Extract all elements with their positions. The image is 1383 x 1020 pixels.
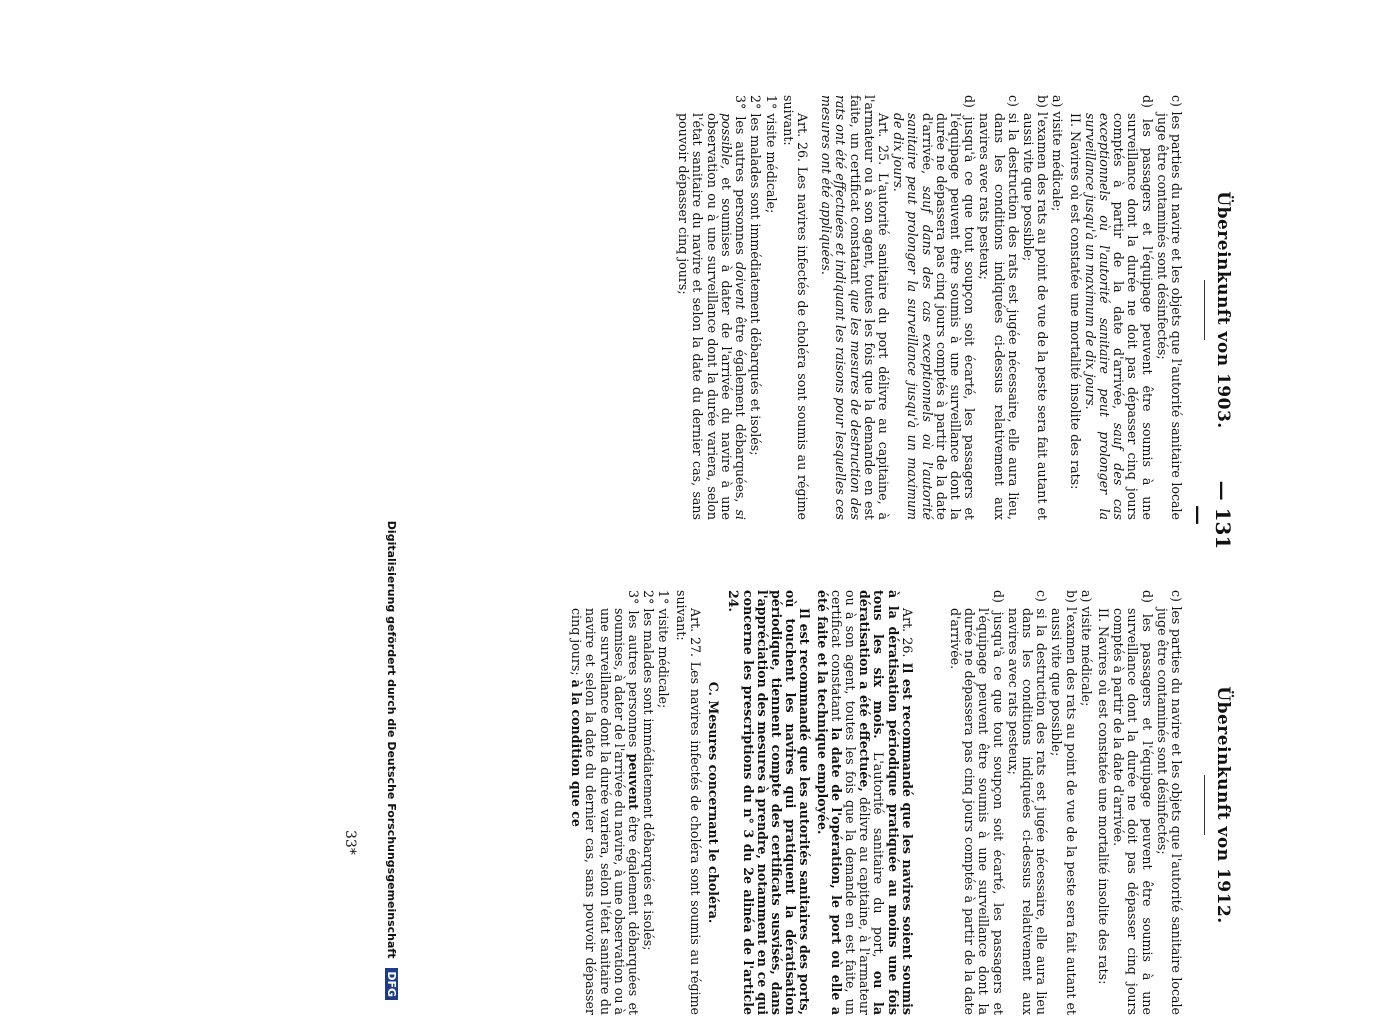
article-25-text: Art. 25. L'autorité sanitaire du port délivre au capitaine, à l'armateur ou à son agent, toutes les fois que la demande en est faite, un certificat constatant — [847, 95, 891, 520]
item-ii-d-text: d) jusqu'à ce que tout soupçon soit écarté, les passagers et l'équipage peuvent être soumis à une surveillance dont la durée ne dépassera pas cinq jours comptés à partir de la date d'arrivée, — [919, 95, 978, 520]
funding-text: Digitalisierung gefördert durch die Deutsche Forschungsgemeinschaft — [385, 520, 398, 959]
article-26-item-3-d: si possible, — [718, 113, 749, 520]
article-26-lead: Art. 26. — [899, 608, 915, 658]
article-25-italic: que les mesures de destruction des rats ont été effectuées et indiquant les raisons pour lesquelles ces mesures ont été appliquées. — [819, 95, 863, 520]
article-26-paragraph-2: Il est recommandé que les autorités sanitaires des ports, où touchent les navires qui pratiquent la dératisation périodique, tiennent compte des certificats susvisés, dans l'appréciation des mesures à prendre, notamment en ce qui concerne les prescriptions du n° 3 du 2e alinéa de l'article 24. — [726, 590, 813, 1015]
article-26-item-3-e: et soumises à dater de l'arrivée du navire à une observation ou à une surveillance dont la durée variera, selon l'état sanitaire du navire et selon la date du dernier cas, sans pouvoir dépasser cinq jours; — [676, 113, 734, 520]
article-25 — [819, 95, 890, 520]
item-d-text: d) les passagers et l'équipage peuvent être soumis à une surveillance dont la durée ne doit pas dépasser cinq jours comptés à partir de la date d'arrivée, — [1111, 95, 1155, 520]
article-26-text: L'autorité sanitaire du port, — [871, 751, 887, 958]
item-ii-b: b) l'examen des rats au point de vue de la peste sera fait autant et aussi vite que possible; — [1049, 590, 1079, 1015]
item-c: c) les parties du navire et les objets que l'autorité sanitaire locale juge être contaminés sont désinfectés; — [1154, 590, 1184, 1015]
article-27-item-3-b: peuvent — [626, 753, 642, 810]
article-26-item-3-b: doivent — [733, 261, 749, 310]
article-27-item-2: 2° les malades sont immédiatement débarqués et isolés; — [641, 590, 657, 951]
signature-number: 33* — [342, 830, 358, 855]
section-c-heading: C. Mesures concernant le choléra. — [706, 681, 722, 924]
article-27-item-3-a: 3° les autres personnes — [626, 590, 642, 748]
heading-1912: Übereinkunft von 1912. — [1204, 590, 1233, 1020]
item-d-italic: sauf des cas exceptionnels où l'autorité sanitaire peut prolonger la surveillance jusqu'à un maximum de dix jours. — [1082, 113, 1127, 520]
article-26-item-2: 2° les malades sont immédiatement débarqués et isolés; — [748, 95, 764, 456]
article-26-bold: Il est recommandé que les navires soient soumis à la dératisation périodique pratiquée au moins une fois tous les six mois. — [871, 590, 915, 1015]
article-26-bold-2: ou la dératisation a été effectuée, — [857, 590, 887, 1015]
article-27-item-3 — [569, 590, 640, 1015]
item-d — [1083, 95, 1154, 520]
article-27: Art. 27. Les navires infectés de choléra sont soumis au régime suivant: — [673, 590, 703, 1015]
item-ii-b: b) l'examen des rats au point de vue de la peste sera fait autant et aussi vite que possible; — [1020, 95, 1051, 520]
item-ii-a: a) visite médicale; — [1078, 590, 1094, 707]
page-number: — 131 — — [1187, 480, 1235, 550]
item-d: d) les passagers et l'équipage peuvent être soumis à une surveillance dont la durée ne doit pas dépasser cinq jours comptés à partir de la date d'arrivée. — [1111, 590, 1155, 1015]
item-ii-d-italic: sauf dans des cas exceptionnels où l'autorité sanitaire peut prolonger la surveillance jusqu'à un maximum de dix jours. — [891, 113, 935, 521]
article-27-item-3-d: à la condition que ce — [569, 679, 585, 827]
item-ii-d: d) jusqu'à ce que tout soupçon soit écarté, les passagers et l'équipage peuvent être soumis à une surveillance dont la durée ne dépassera pas cinq jours comptés à partir de la date d'arrivée. — [947, 590, 1006, 1015]
article-26-text-2: délivre au capitaine, à l'armateur ou à son agent, toutes les fois que la demande en est faite, un certificat constatant — [828, 590, 873, 1015]
item-ii-a: a) visite médicale; — [1050, 95, 1066, 212]
item-ii-c: c) si la destruction des rats est jugée nécessaire, elle aura lieu, dans les conditions indiquées ci-dessus relativement aux navires avec rats pesteux; — [977, 95, 1021, 520]
article-26 — [814, 590, 913, 1015]
article-27-item-3-c: être également débarquées et soumises, à dater de l'arrivée du navire, à une observation ou à une surveillance dont la durée variera, selon l'état sanitaire du navire et selon la date du dernier cas, sans pouvoir dépasser cinq jours; — [569, 608, 642, 1015]
column-1903 — [675, 95, 1183, 520]
funding-notice — [385, 40, 398, 1000]
article-26-item-3-c: être également débarquées, — [733, 316, 749, 503]
heading-1903: Übereinkunft von 1903. — [1204, 95, 1233, 525]
article-27-item-1: 1° visite médicale; — [656, 590, 672, 709]
section-ii-heading: II. Navires où est constatée une mortalité insolite des rats: — [1067, 113, 1083, 490]
item-c: c) les parties du navire et les objets que l'autorité sanitaire locale juge être contaminés sont désinfectés; — [1154, 95, 1184, 520]
item-ii-d — [891, 95, 976, 520]
section-ii-heading: II. Navires où est constatée une mortalité insolite des rats: — [1095, 608, 1111, 985]
item-ii-c: c) si la destruction des rats est jugée nécessaire, elle aura lieu dans les conditions indiquées ci-dessus relativement aux navires avec rats pesteux; — [1005, 590, 1050, 1015]
article-26-bold-3: la date de l'opération, le port où elle a été faite et la technique employée. — [814, 590, 844, 1016]
column-1912 — [568, 590, 1183, 1015]
article-26-item-3 — [676, 95, 747, 520]
article-26-item-3-a: 3° les autres personnes — [733, 95, 749, 255]
article-26-item-1: 1° visite médicale; — [763, 95, 779, 214]
dfg-logo-icon: DFG — [385, 968, 398, 1000]
article-26: Art. 26. Les navires infectés de choléra sont soumis au régime suivant: — [780, 95, 810, 520]
